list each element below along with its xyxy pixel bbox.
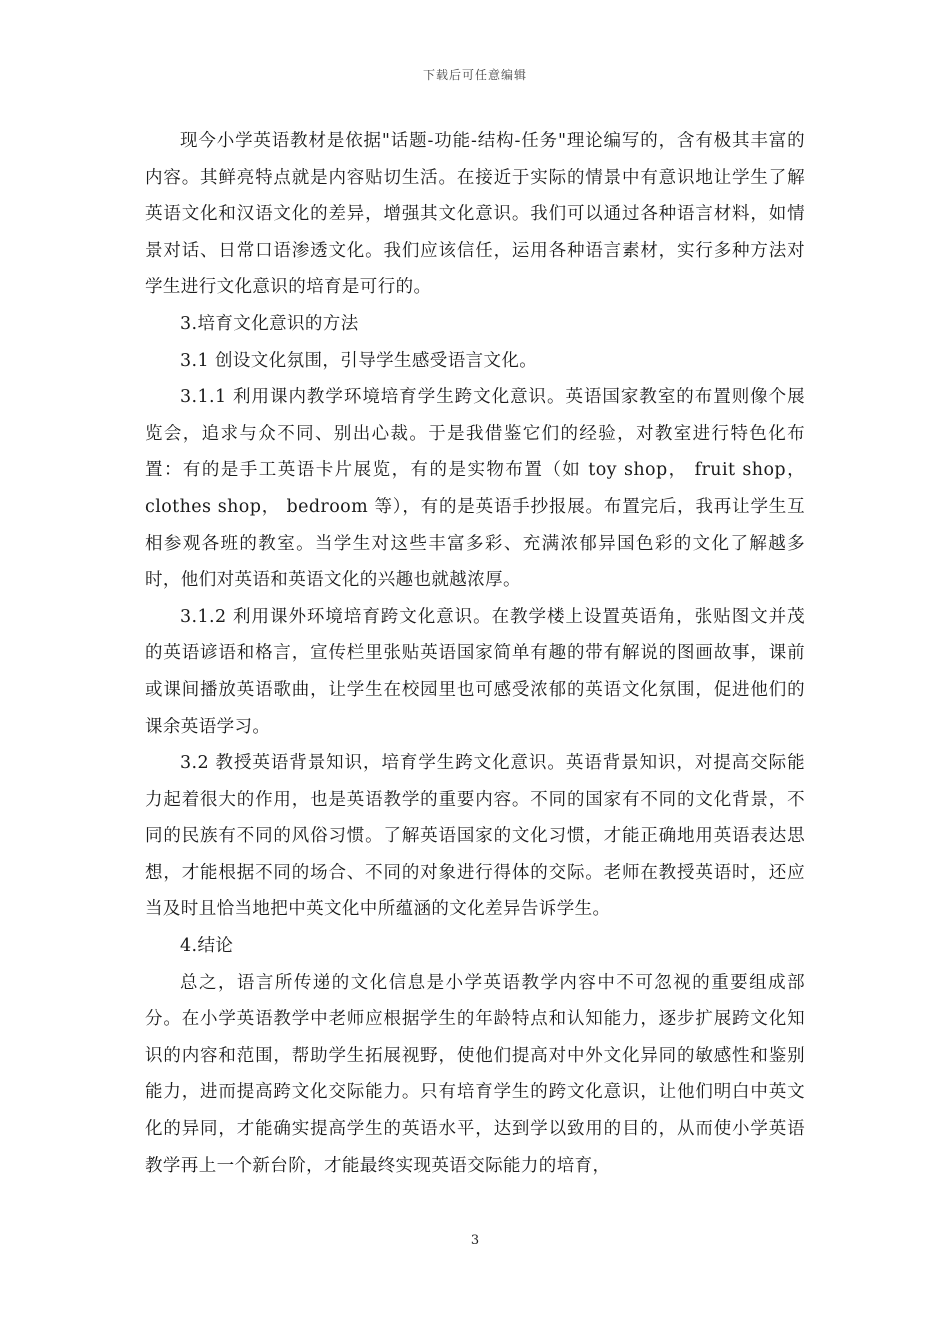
paragraph-3-1-1: 3.1.1 利用课内教学环境培育学生跨文化意识。英语国家教室的布置则像个展览会，追求与众不同、别出心裁。于是我借鉴它们的经验，对教室进行特色化布置：有的是手工英语卡片展览，有的是实物布置（如 toy shop， fruit shop， clothes shop， bedroom 等），有的是英语手抄报展。布置完后，我再让学生互相参观各班的教室。当学生对这些丰富多彩、充满浓郁异国色彩的文化了解越多时，他们对英语和英语文化的兴趣也就越浓厚。 [145,387,805,591]
subsection-heading-3-1: 3.1 创设文化氛围，引导学生感受语言文化。 [180,350,538,371]
paragraph-intro: 现今小学英语教材是依据"话题-功能-结构-任务"理论编写的，含有极其丰富的内容。其鲜亮特点就是内容贴切生活。在接近于实际的情景中有意识地让学生了解英语文化和汉语文化的差异，增强其文化意识。我们可以通过各种语言材料，如情景对话、日常口语渗透文化。我们应该信任，运用各种语言素材，实行多种方法对学生进行文化意识的培育是可行的。 [145,131,805,298]
section-heading-methods: 3.培育文化意识的方法 [180,313,359,334]
page-header: 下载后可任意编辑 [422,68,527,82]
page-number: 3 [470,1233,480,1248]
section-heading-conclusion: 4.结论 [180,936,234,957]
paragraph-conclusion: 总之，语言所传递的文化信息是小学英语教学内容中不可忽视的重要组成部分。在小学英语教学中老师应根据学生的年龄特点和认知能力，逐步扩展跨文化知识的内容和范围，帮助学生拓展视野，使他们提高对中外文化异同的敏感性和鉴别能力，进而提高跨文化交际能力。只有培育学生的跨文化意识，让他们明白中英文化的异同，才能确实提高学生的英语水平，达到学以致用的目的，从而使小学英语教学再上一个新台阶，才能最终实现英语交际能力的培育， [145,972,805,1176]
paragraph-3-2: 3.2 教授英语背景知识，培育学生跨文化意识。英语背景知识，对提高交际能力起着很大的作用，也是英语教学的重要内容。不同的国家有不同的文化背景，不同的民族有不同的风俗习惯。了解英语国家的文化习惯，才能正确地用英语表达思想，才能根据不同的场合、不同的对象进行得体的交际。老师在教授英语时，还应当及时且恰当地把中英文化中所蕴涵的文化差异告诉学生。 [145,753,805,920]
document-body [145,123,805,1184]
paragraph-3-1-2: 3.1.2 利用课外环境培育跨文化意识。在教学楼上设置英语角，张贴图文并茂的英语谚语和格言，宣传栏里张贴英语国家简单有趣的带有解说的图画故事，课前或课间播放英语歌曲，让学生在校园里也可感受浓郁的英语文化氛围，促进他们的课余英语学习。 [145,606,805,737]
